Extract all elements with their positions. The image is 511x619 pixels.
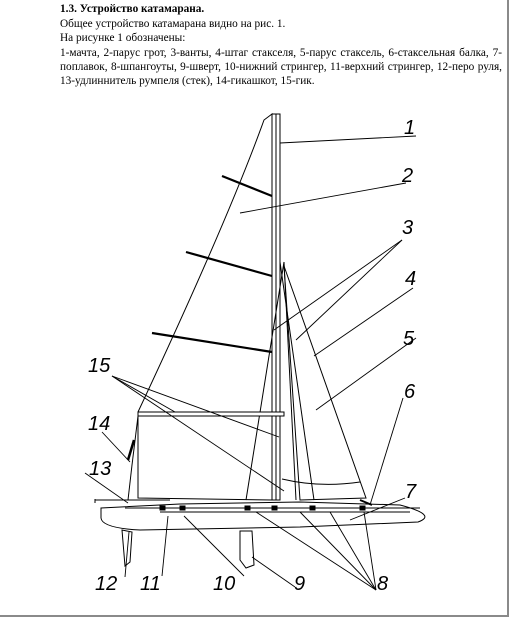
tiller-extension [95, 499, 170, 503]
callout-4: 4 [405, 268, 417, 290]
callout-2: 2 [402, 165, 414, 187]
callout-10: 10 [213, 573, 236, 595]
legend-intro: На рисунке 1 обозначены: [60, 32, 186, 45]
daggerboard [240, 531, 254, 568]
callout-6: 6 [404, 381, 416, 403]
rudder [122, 530, 132, 566]
mainsheet [128, 416, 138, 500]
legend-text: 1-мачта, 2-парус грот, 3-ванты, 4-штаг стакселя, 5-парус стаксель, 6-стаксельная балка, 7-поплавок, 8-шпангоуты, 9-шверт, 10-нижний стрингер, 11-верхний стрингер, 12-перо руля, 13-удлиннитель румпеля (стек), 14-гикашкот, 15-гик. [60, 46, 502, 88]
callout-5: 5 [403, 328, 415, 350]
callout-1: 1 [404, 117, 416, 139]
mainsail [138, 114, 272, 500]
callout-8: 8 [377, 573, 389, 595]
callout-13: 13 [89, 458, 112, 480]
section-heading: 1.3. Устройство катамарана. [60, 3, 205, 15]
callout-15: 15 [88, 355, 111, 377]
callout-12: 12 [95, 573, 118, 595]
callout-7: 7 [405, 481, 417, 503]
callout-11: 11 [140, 573, 161, 595]
intro-paragraph: Общее устройство катамарана видно на рис. 1. [60, 18, 286, 31]
callout-9: 9 [294, 573, 306, 595]
callout-14: 14 [88, 413, 111, 435]
callout-3: 3 [402, 217, 414, 239]
